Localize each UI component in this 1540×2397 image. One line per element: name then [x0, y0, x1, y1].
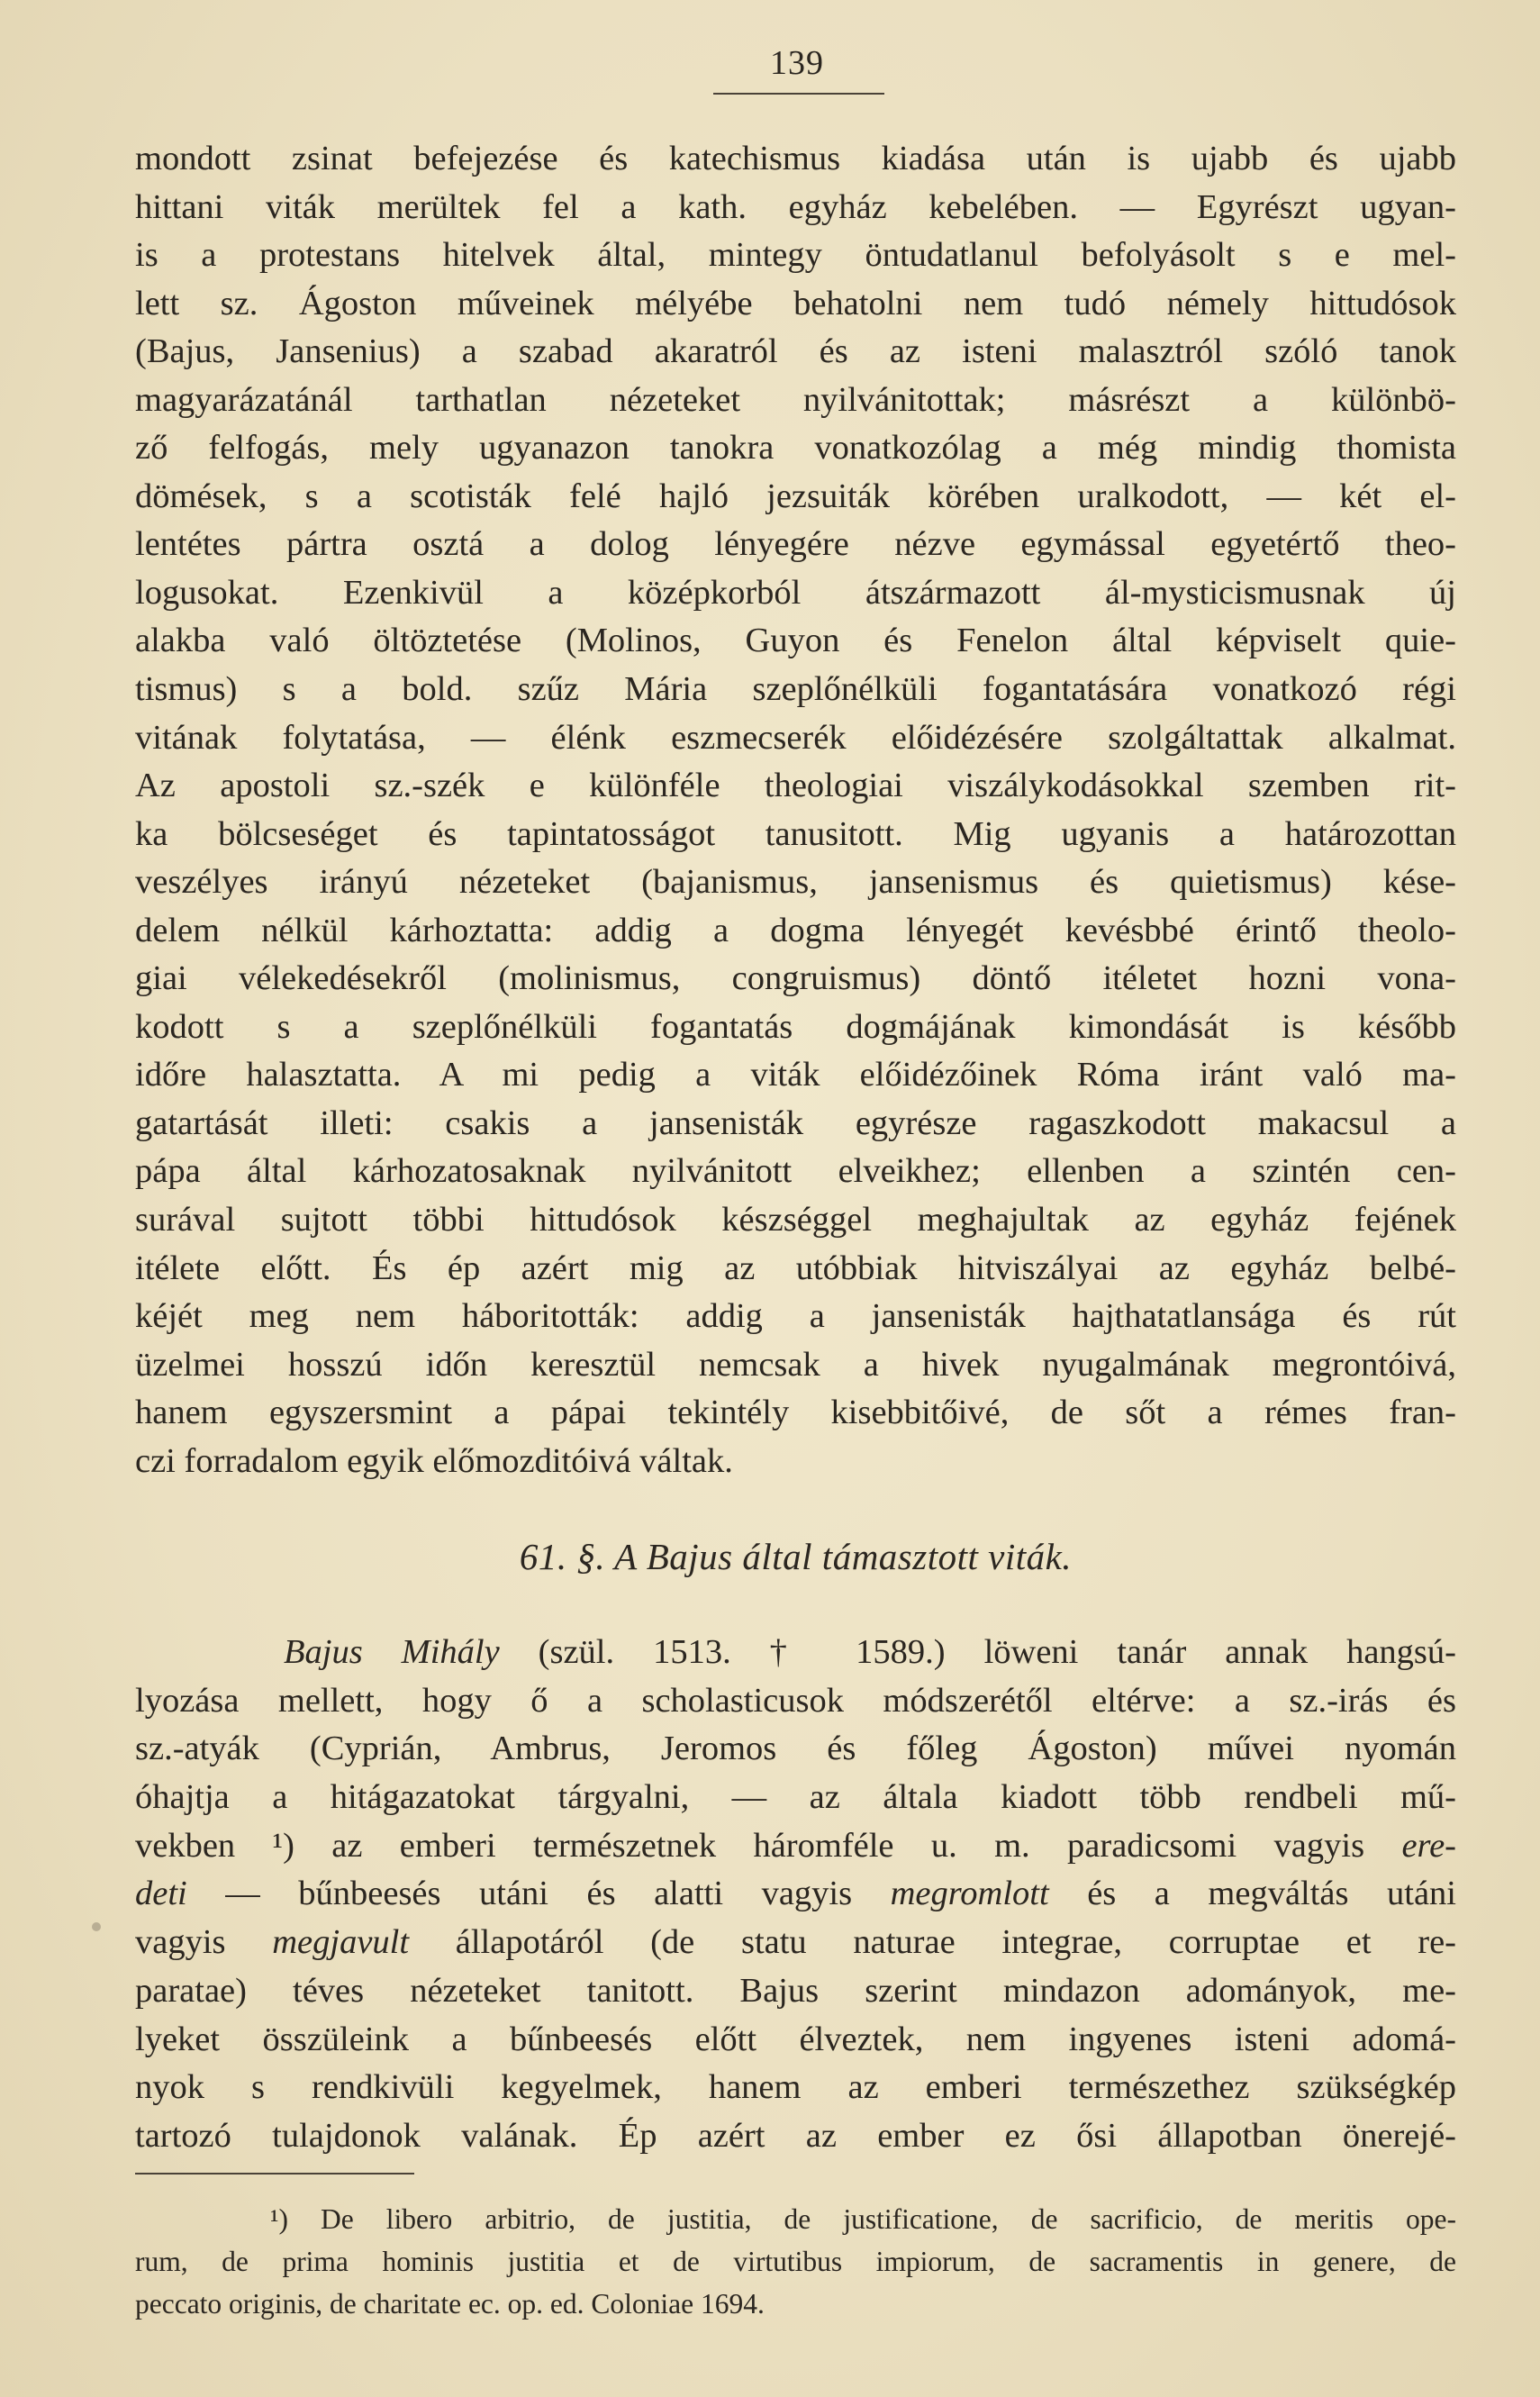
text-fragment: — bűnbeesés utáni és alatti vagyis: [186, 1875, 891, 1913]
emphasis: deti: [135, 1875, 187, 1913]
text-line: gatartását illeti: csakis a jansenisták egyrésze ragaszkodott makacsul a: [135, 1103, 1456, 1142]
footnote-line: rum, de prima hominis justitia et de virtutibus impiorum, de sacramentis in genere, de: [135, 2246, 1456, 2277]
text-line: lentétes pártra osztá a dolog lényegére nézve egymással egyetértő theo-: [135, 525, 1456, 564]
emphasis: megjavult: [272, 1923, 410, 1962]
text-line: magyarázatánál tarthatlan nézeteket nyilvánitottak; másrészt a különbö-: [135, 380, 1456, 419]
text-line: delem nélkül kárhoztatta: addig a dogma lényegét kevésbbé érintő theolo-: [135, 911, 1456, 949]
text-line: mondott zsinat befejezése és katechismus kiadása után is ujabb és ujabb: [135, 140, 1456, 177]
emphasis: megromlott: [890, 1875, 1049, 1913]
text-line: sz.-atyák (Cyprián, Ambrus, Jeromos és főleg Ágoston) művei nyomán: [135, 1730, 1456, 1768]
text-line: [135, 1870, 1456, 1919]
text-line: czi forradalom egyik előmozditóivá váltak.: [135, 1441, 733, 1480]
text-line: vitának folytatása, — élénk eszmecserék előidézésére szolgáltattak alkalmat.: [135, 718, 1456, 757]
text-line: [135, 1629, 1456, 1677]
page-number: 139: [770, 44, 824, 82]
text-line: [135, 1919, 1456, 1967]
text-line: hittani viták merültek fel a kath. egyház kebelében. — Egyrészt ugyan-: [135, 187, 1456, 226]
text-line: (Bajus, Jansenius) a szabad akaratról és az isteni malasztról szóló tanok: [135, 332, 1456, 371]
text-fragment: vekben ¹) az emberi természetnek háromféle u. m. paradicsomi vagyis: [135, 1826, 1402, 1865]
text-line: ző felfogás, mely ugyanazon tanokra vonatkozólag a még mindig thomista: [135, 429, 1456, 468]
text-line: óhajtja a hitágazatokat tárgyalni, — az általa kiadott több rendbeli mű-: [135, 1778, 1456, 1817]
text-line: lett sz. Ágoston műveinek mélyébe behatolni nem tudó némely hittudósok: [135, 284, 1456, 322]
paper-stain: [92, 1922, 101, 1931]
text-line: surával sujtott többi hittudósok készséggel meghajultak az egyház fejének: [135, 1201, 1456, 1239]
text-line: [135, 1822, 1456, 1871]
section-heading: 61. §. A Bajus által támasztott viták.: [519, 1536, 1073, 1577]
text-line: itélete előtt. És ép azért mig az utóbbiak hitviszályai az egyház belbé-: [135, 1248, 1456, 1287]
text-line: giai vélekedésekről (molinismus, congruismus) döntő itéletet hozni vona-: [135, 959, 1456, 998]
text-line: logusokat. Ezenkivül a középkorból átszármazott ál-mysticismusnak új: [135, 573, 1456, 612]
text-line: tismus) s a bold. szűz Mária szeplőnélküli fogantatására vonatkozó régi: [135, 670, 1456, 709]
footnote-line: ¹) De libero arbitrio, de justitia, de justificatione, de sacrificio, de meritis ope-: [270, 2203, 1456, 2235]
text-line: lyozása mellett, hogy ő a scholasticusok módszerétől eltérve: a sz.-irás és: [135, 1681, 1456, 1720]
footnote: [135, 2198, 1456, 2325]
emphasis: ere-: [1401, 1826, 1456, 1865]
text-line: kodott s a szeplőnélküli fogantatás dogmájának kimondását is később: [135, 1007, 1456, 1046]
text-line: ka bölcseséget és tapintatosságot tanusitott. Mig ugyanis a határozottan: [135, 814, 1456, 853]
text-line: Az apostoli sz.-szék e különféle theologiai viszálykodásokkal szemben rit-: [135, 767, 1456, 805]
person-name: Bajus Mihály: [284, 1633, 500, 1671]
text-line: kéjét meg nem háboritották: addig a jansenisták hajthatatlansága és rút: [135, 1297, 1456, 1336]
text-line: időre halasztatta. A mi pedig a viták előidézőinek Róma iránt való ma-: [135, 1056, 1456, 1094]
text-line: alakba való öltöztetése (Molinos, Guyon és Fenelon által képviselt quie-: [135, 622, 1456, 660]
footnote-rule: [135, 2173, 414, 2175]
text-fragment: állapotáról (de statu naturae integrae, corruptae et re-: [409, 1923, 1456, 1962]
text-fragment: (szül. 1513. † 1589.) löweni tanár annak hangsú-: [499, 1633, 1456, 1671]
footnote-line: peccato originis, de charitate ec. op. ed. Coloniae 1694.: [135, 2288, 765, 2320]
text-fragment: és a megváltás utáni: [1048, 1875, 1456, 1913]
page-number-rule: [713, 93, 884, 95]
text-line: nyok s rendkivüli kegyelmek, hanem az emberi természethez szükségkép: [135, 2068, 1456, 2107]
text-line: dömések, s a scotisták felé hajló jezsuiták körében uralkodott, — két el-: [135, 477, 1456, 515]
text-line: lyeket összüleink a bűnbeesés előtt élveztek, nem ingyenes isteni adomá-: [135, 2020, 1456, 2058]
text-line: paratae) téves nézeteket tanitott. Bajus szerint mindazon adományok, me-: [135, 1971, 1456, 2010]
paragraph-bajus: [135, 1629, 1456, 2161]
text-line: üzelmei hosszú időn keresztül nemcsak a hivek nyugalmának megrontóivá,: [135, 1345, 1456, 1384]
text-line: is a protestans hitelvek által, mintegy öntudatlanul befolyásolt s e mel-: [135, 236, 1456, 275]
paragraph-intro: [135, 135, 1456, 1485]
text-line: tartozó tulajdonok valának. Ép azért az ember ez ősi állapotban önerejé-: [135, 2116, 1456, 2155]
text-line: hanem egyszersmint a pápai tekintély kisebbitőivé, de sőt a rémes fran-: [135, 1394, 1456, 1432]
text-fragment: vagyis: [135, 1923, 273, 1962]
text-line: pápa által kárhozatosaknak nyilvánitott elveikhez; ellenben a szintén cen-: [135, 1152, 1456, 1191]
text-line: veszélyes irányú nézeteket (bajanismus, jansenismus és quietismus) kése-: [135, 863, 1456, 902]
